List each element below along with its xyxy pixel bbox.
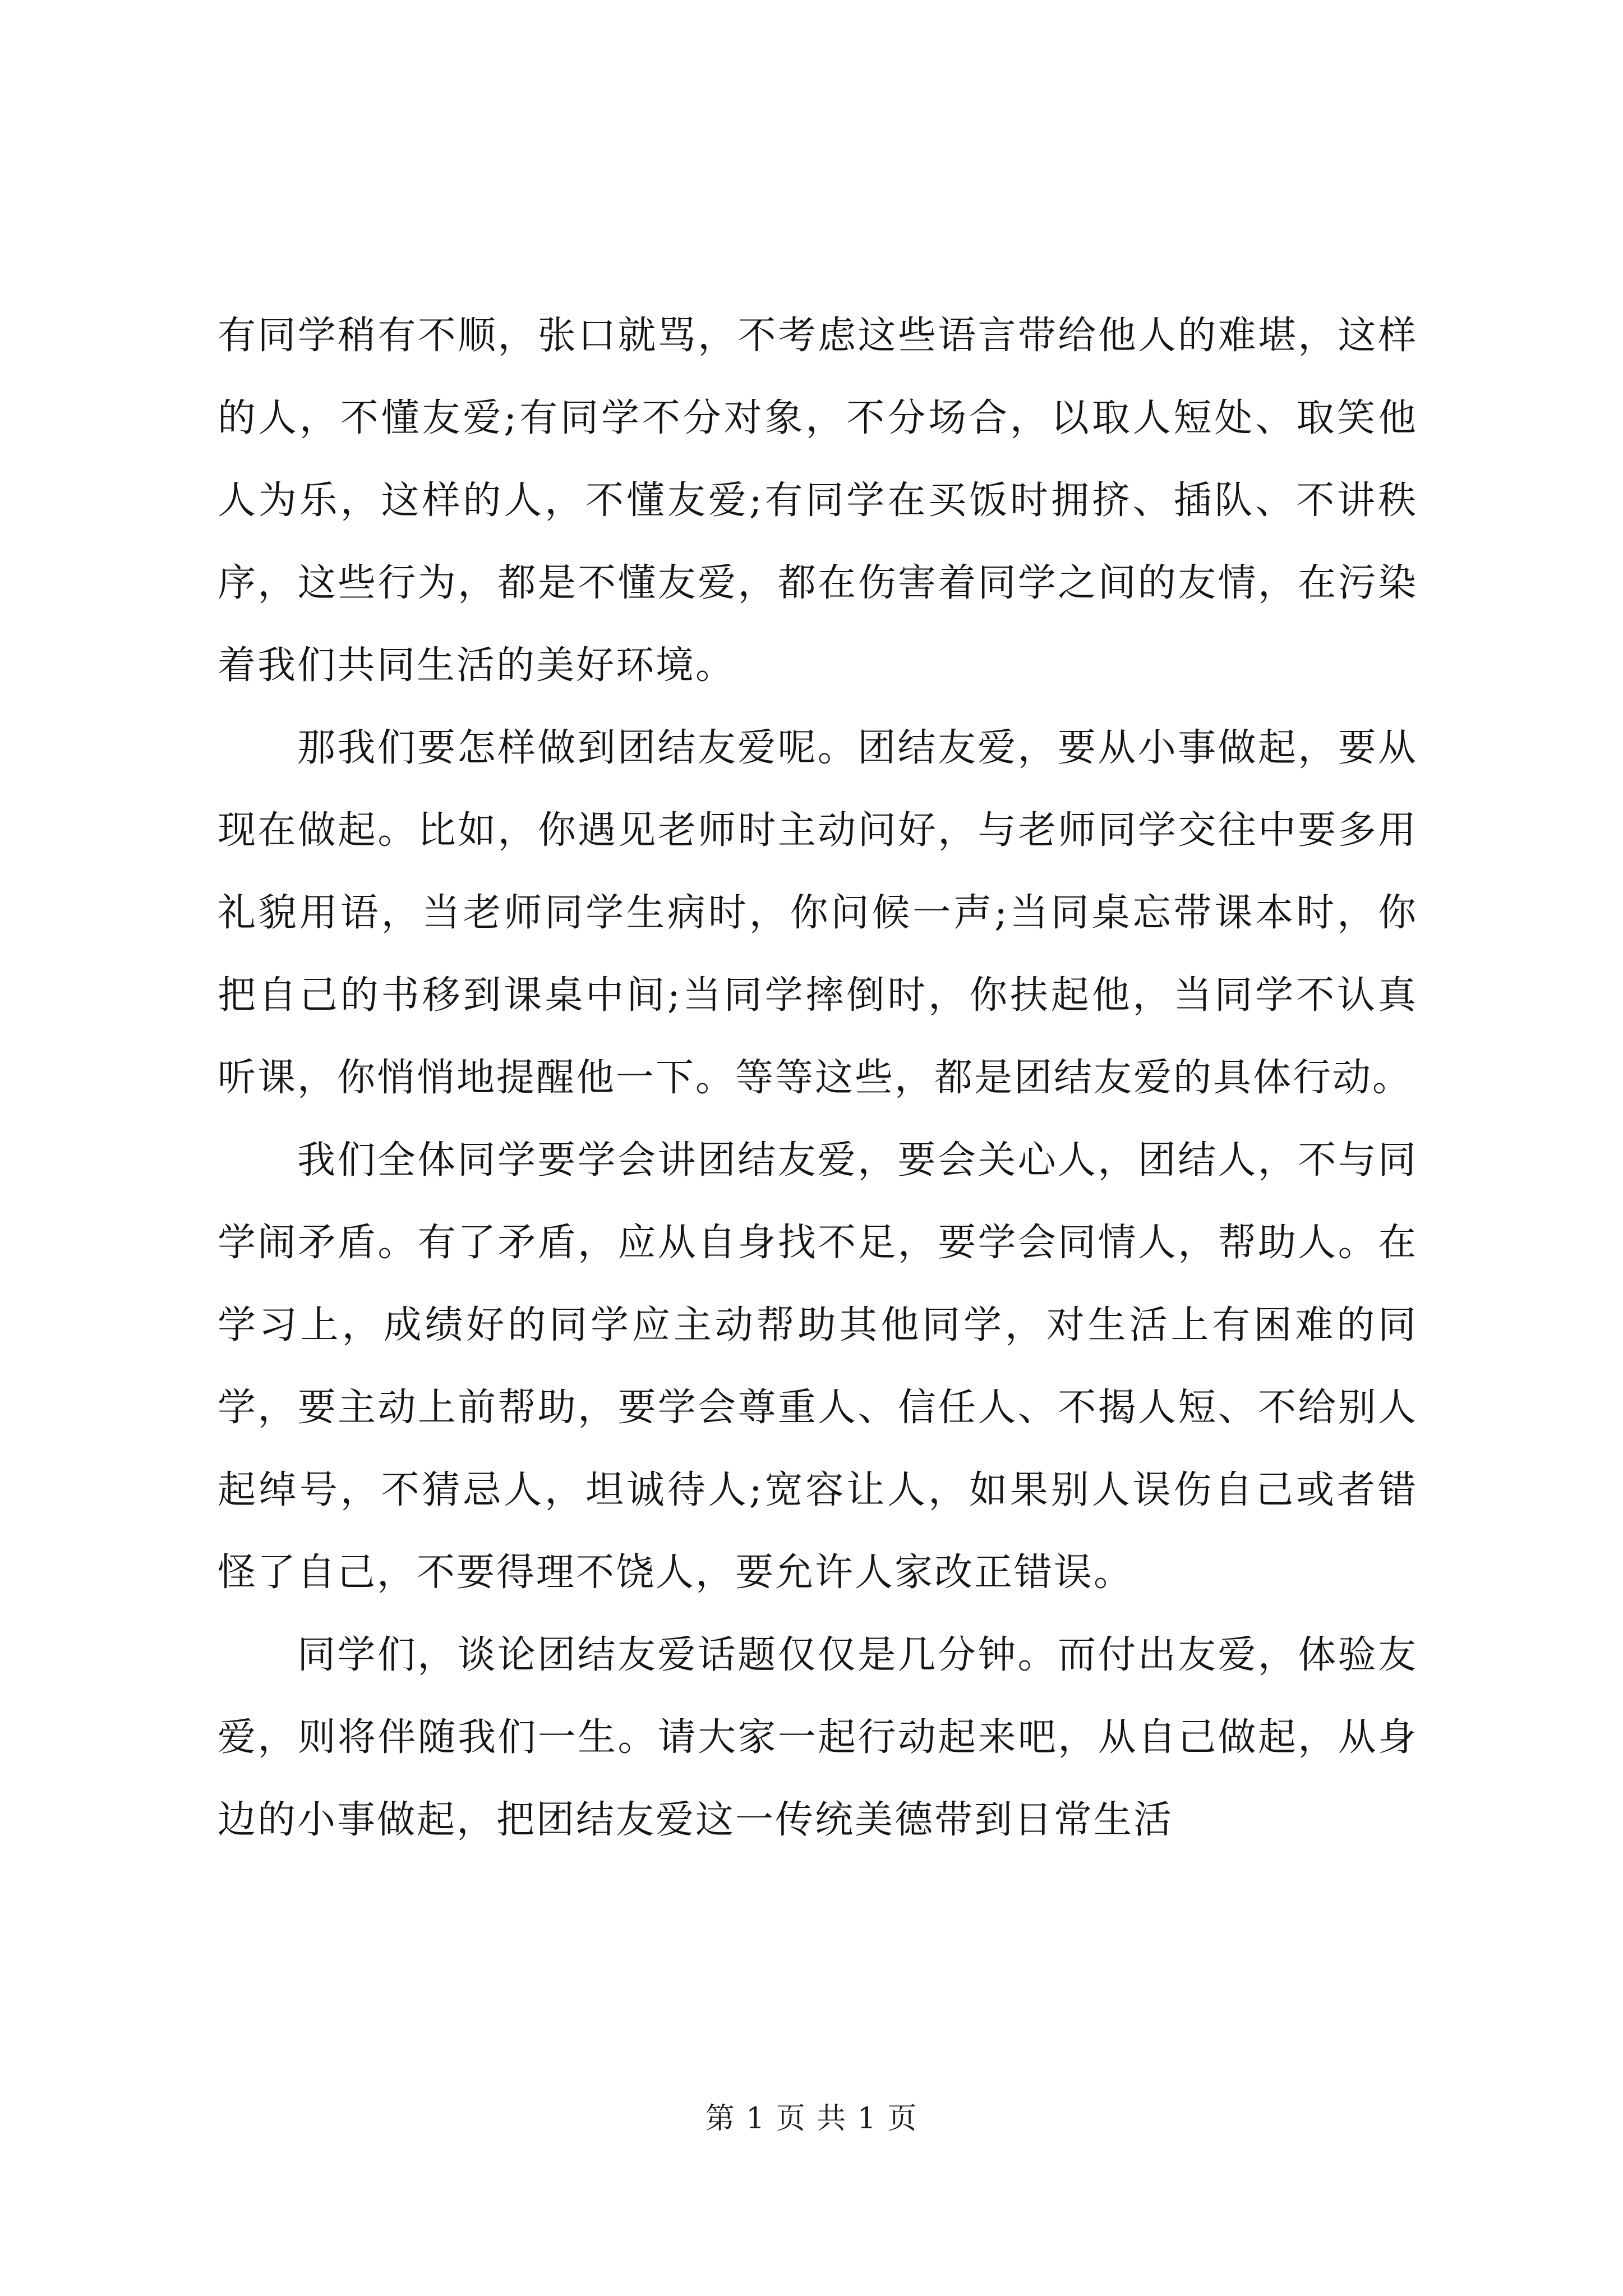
document-body — [218, 295, 1418, 1861]
paragraph-3: 我们全体同学要学会讲团结友爱，要会关心人，团结人，不与同学闹矛盾。有了矛盾，应从自身找不足，要学会同情人，帮助人。在学习上，成绩好的同学应主动帮助其他同学，对生活上有困难的同学，要主动上前帮助，要学会尊重人、信任人、不揭人短、不给别人起绰号，不猜忌人，坦诚待人;宽容让人，如果别人误伤自己或者错怪了自己，不要得理不饶人，要允许人家改正错误。 — [218, 1138, 1418, 1595]
paragraph-2: 那我们要怎样做到团结友爱呢。团结友爱，要从小事做起，要从现在做起。比如，你遇见老师时主动问好，与老师同学交往中要多用礼貌用语，当老师同学生病时，你问候一声;当同桌忘带课本时，你把自己的书移到课桌中间;当同学摔倒时，你扶起他，当同学不认真听课，你悄悄地提醒他一下。等等这些，都是团结友爱的具体行动。 — [218, 726, 1418, 1100]
paragraph-4: 同学们，谈论团结友爱话题仅仅是几分钟。而付出友爱，体验友爱，则将伴随我们一生。请大家一起行动起来吧，从自己做起，从身边的小事做起，把团结友爱这一传统美德带到日常生活 — [218, 1633, 1418, 1842]
paragraph-1: 有同学稍有不顺，张口就骂，不考虑这些语言带给他人的难堪，这样的人，不懂友爱;有同学不分对象，不分场合，以取人短处、取笑他人为乐，这样的人，不懂友爱;有同学在买饭时拥挤、插队、不讲秩序，这些行为，都是不懂友爱，都在伤害着同学之间的友情，在污染着我们共同生活的美好环境。 — [218, 314, 1418, 688]
page-number-footer: 第 1 页 共 1 页 — [705, 2102, 918, 2136]
